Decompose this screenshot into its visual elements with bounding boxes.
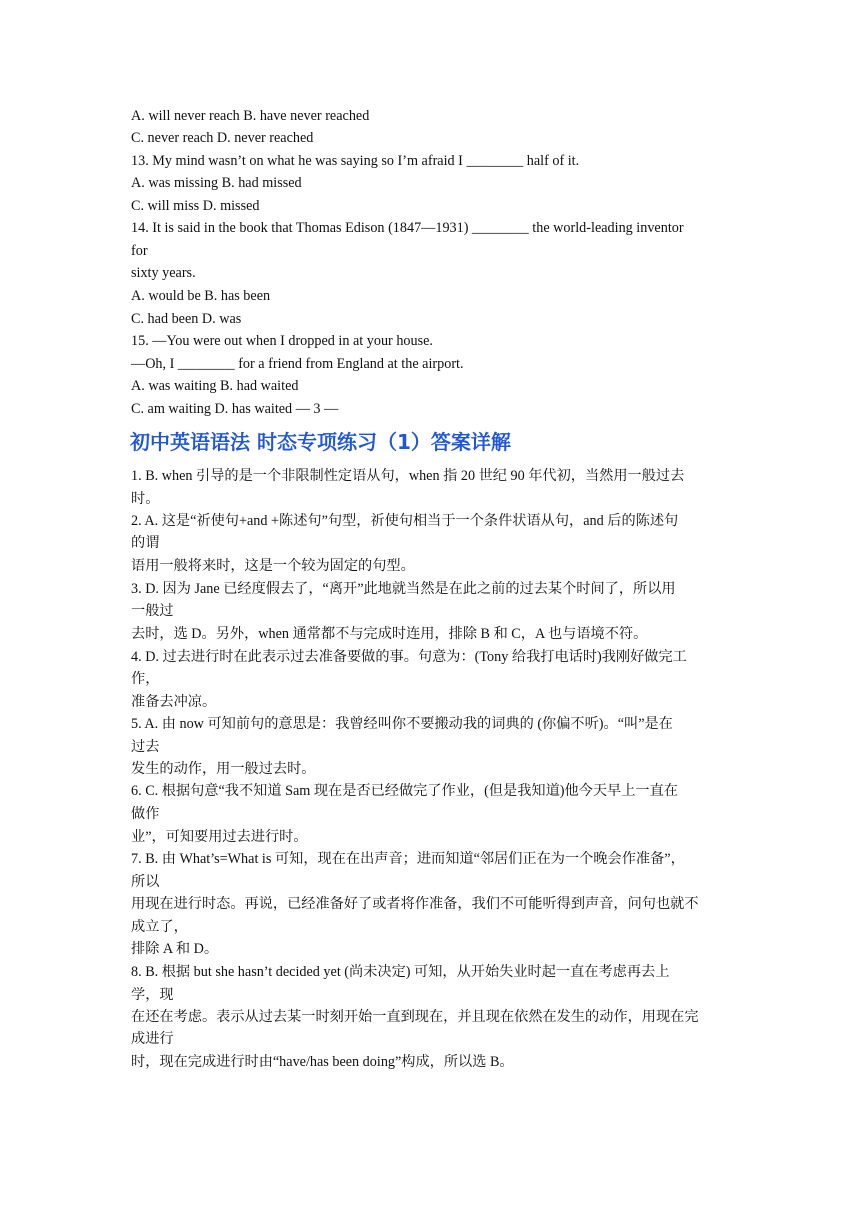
answer-text-line: 7. B. 由 What’s=What is 可知，现在在出声音；进而知道“邻居们正在为一个晚会作准备”， [131, 851, 685, 867]
answer-text-line: 6. C. 根据句意“我不知道 Sam 现在是否已经做完了作业，(但是我知道)他今天早上一直在 [131, 783, 678, 799]
question-text-line: 15. —You were out when I dropped in at your house. [131, 333, 433, 349]
answer-text-line: 在还在考虑。表示从过去某一时刻开始一直到现在，并且现在依然在发生的动作，用现在完 [131, 1009, 699, 1025]
question-text-line: A. was waiting B. had waited [131, 378, 299, 394]
question-text-line: sixty years. [131, 265, 196, 281]
answer-text-line: 1. B. when 引导的是一个非限制性定语从句，when 指 20 世纪 90 年代初，当然用一般过去 [131, 468, 685, 484]
answer-text-line: 成立了， [131, 919, 188, 935]
answer-text-line: 发生的动作，用一般过去时。 [131, 761, 316, 777]
question-text-line: C. will miss D. missed [131, 198, 260, 214]
answer-text-line: 作， [131, 671, 160, 687]
question-text-line: for [131, 243, 148, 259]
answer-text-line: 4. D. 过去进行时在此表示过去准备要做的事。句意为：(Tony 给我打电话时)我刚好做完工 [131, 649, 687, 665]
question-text-line: C. had been D. was [131, 311, 242, 327]
question-text-line: 14. It is said in the book that Thomas Edison (1847—1931) ________ the world-leading inventor [131, 220, 684, 236]
question-text-line: A. would be B. has been [131, 288, 271, 304]
answer-text-line: 成进行 [131, 1031, 174, 1047]
answer-text-line: 做作 [131, 806, 160, 822]
answer-text-line: 的谓 [131, 535, 160, 551]
answer-text-line: 学，现 [131, 987, 174, 1003]
answer-text-line: 所以 [131, 874, 160, 890]
answer-text-line: 准备去冲凉。 [131, 694, 217, 710]
answer-text-line: 用现在进行时态。再说，已经准备好了或者将作准备，我们不可能听得到声音，问句也就不 [131, 896, 699, 912]
answer-text-line: 2. A. 这是“祈使句+and +陈述句”句型，祈使句相当于一个条件状语从句，and 后的陈述句 [131, 513, 679, 529]
answer-text-line: 3. D. 因为 Jane 已经度假去了，“离开”此地就当然是在此之前的过去某个时间了，所以用 [131, 581, 676, 597]
answer-text-line: 业”，可知要用过去进行时。 [131, 829, 308, 845]
answer-text-line: 去时，选 D。另外，when 通常都不与完成时连用，排除 B 和 C，A 也与语境不符。 [131, 626, 648, 642]
question-text-line: C. am waiting D. has waited — 3 — [131, 401, 339, 417]
question-text-line: A. will never reach B. have never reached [131, 108, 370, 124]
answer-text-line: 语用一般将来时，这是一个较为固定的句型。 [131, 558, 415, 574]
answer-text-line: 过去 [131, 739, 160, 755]
answer-text-line: 8. B. 根据 but she hasn’t decided yet (尚未决定) 可知，从开始失业时起一直在考虑再去上 [131, 964, 670, 980]
answer-text-line: 排除 A 和 D。 [131, 941, 219, 957]
question-text-line: 13. My mind wasn’t on what he was saying so I’m afraid I ________ half of it. [131, 153, 580, 169]
question-text-line: C. never reach D. never reached [131, 130, 314, 146]
answer-text-line: 5. A. 由 now 可知前句的意思是：我曾经叫你不要搬动我的词典的 (你偏不听)。“叫”是在 [131, 716, 673, 732]
answer-text-line: 一般过 [131, 603, 174, 619]
answer-text-line: 时。 [131, 491, 160, 507]
question-text-line: A. was missing B. had missed [131, 175, 302, 191]
question-text-line: —Oh, I ________ for a friend from England at the airport. [131, 356, 464, 372]
answer-text-line: 时，现在完成进行时由“have/has been doing”构成，所以选 B。 [131, 1054, 514, 1070]
answers-heading: 初中英语语法 时态专项练习（1）答案详解 [130, 430, 511, 454]
